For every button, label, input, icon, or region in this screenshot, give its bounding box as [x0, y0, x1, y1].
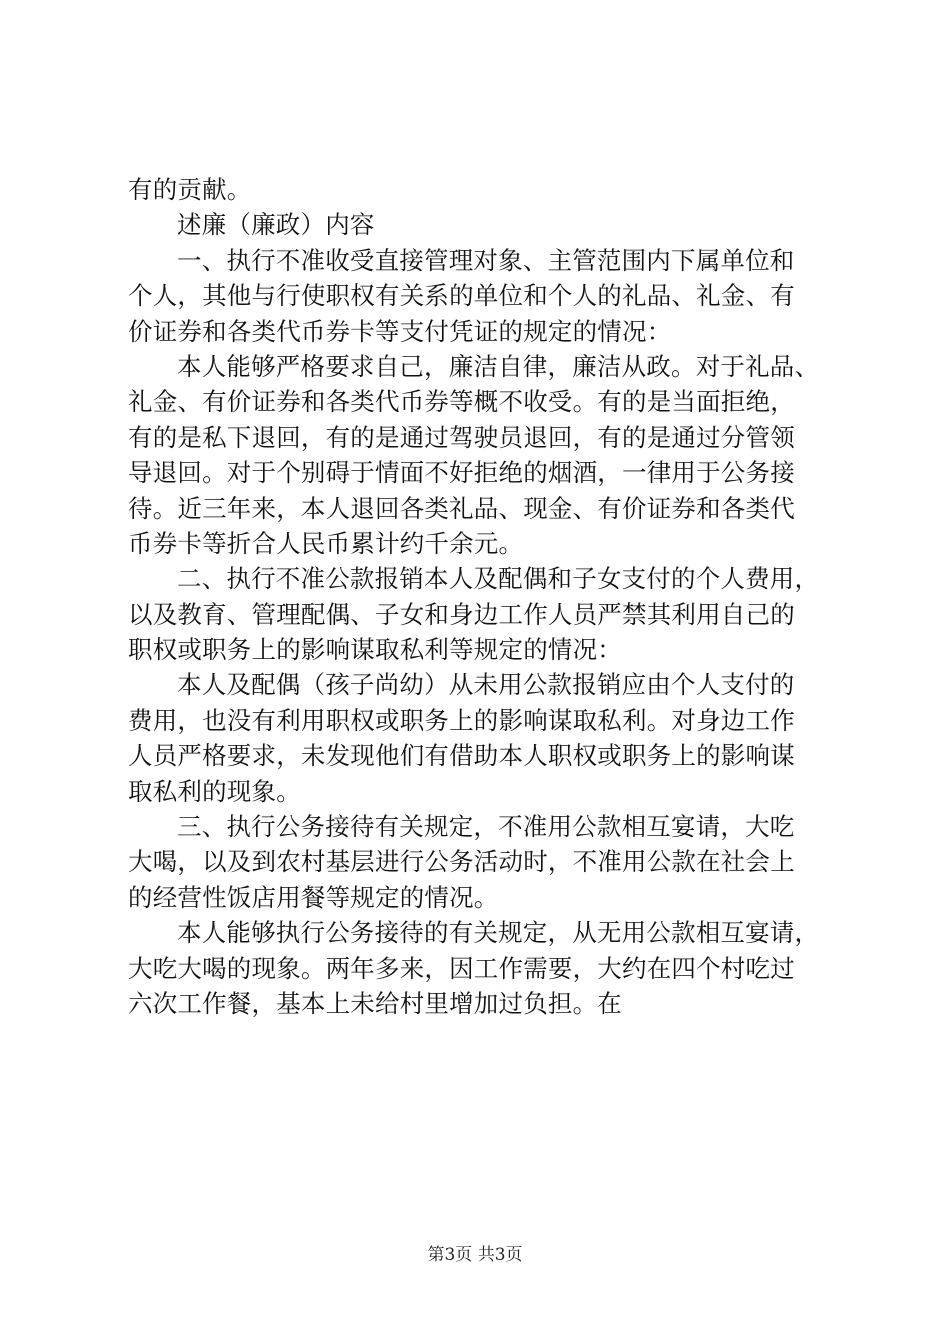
text-line: 的经营性饭店用餐等规定的情况。	[128, 882, 499, 912]
text-line: 有的是私下退回，有的是通过驾驶员退回，有的是通过分管领	[128, 422, 795, 452]
text-line: 本人能够严格要求自己，廉洁自律，廉洁从政。对于礼品、	[177, 351, 820, 381]
text-line: 一、执行不准收受直接管理对象、主管范围内下属单位和	[177, 245, 795, 275]
text-line: 六次工作餐，基本上未给村里增加过负担。在	[128, 988, 622, 1018]
text-line: 二、执行不准公款报销本人及配偶和子女支付的个人费用，	[177, 564, 820, 594]
text-line: 取私利的现象。	[128, 776, 301, 806]
text-line: 人员严格要求，未发现他们有借助本人职权或职务上的影响谋	[128, 741, 795, 771]
text-line: 大喝，以及到农村基层进行公务活动时，不准用公款在社会上	[128, 847, 795, 877]
text-line: 价证券和各类代币券卡等支付凭证的规定的情况：	[128, 316, 672, 346]
page-footer: 第3页 共3页	[427, 1245, 523, 1265]
text-line: 大吃大喝的现象。两年多来，因工作需要，大约在四个村吃过	[128, 953, 795, 983]
text-line: 导退回。对于个别碍于情面不好拒绝的烟酒，一律用于公务接	[128, 458, 795, 488]
text-line: 述廉（廉政）内容	[177, 210, 375, 240]
text-line: 费用，也没有利用职权或职务上的影响谋取私利。对身边工作	[128, 705, 795, 735]
text-line: 本人及配偶（孩子尚幼）从未用公款报销应由个人支付的	[177, 670, 795, 700]
text-line: 以及教育、管理配偶、子女和身边工作人员严禁其利用自己的	[128, 599, 795, 629]
text-line: 本人能够执行公务接待的有关规定，从无用公款相互宴请，	[177, 918, 820, 948]
text-line: 三、执行公务接待有关规定，不准用公款相互宴请，大吃	[177, 812, 795, 842]
text-line: 有的贡献。	[128, 175, 252, 204]
text-line: 个人，其他与行使职权有关系的单位和个人的礼品、礼金、有	[128, 281, 795, 311]
text-line: 待。近三年来，本人退回各类礼品、现金、有价证券和各类代	[128, 493, 795, 523]
text-line: 职权或职务上的影响谋取私利等规定的情况：	[128, 635, 622, 665]
text-line: 礼金、有价证券和各类代币券等概不收受。有的是当面拒绝，	[128, 387, 795, 417]
text-line: 币券卡等折合人民币累计约千余元。	[128, 528, 524, 558]
document-body	[128, 172, 828, 1021]
